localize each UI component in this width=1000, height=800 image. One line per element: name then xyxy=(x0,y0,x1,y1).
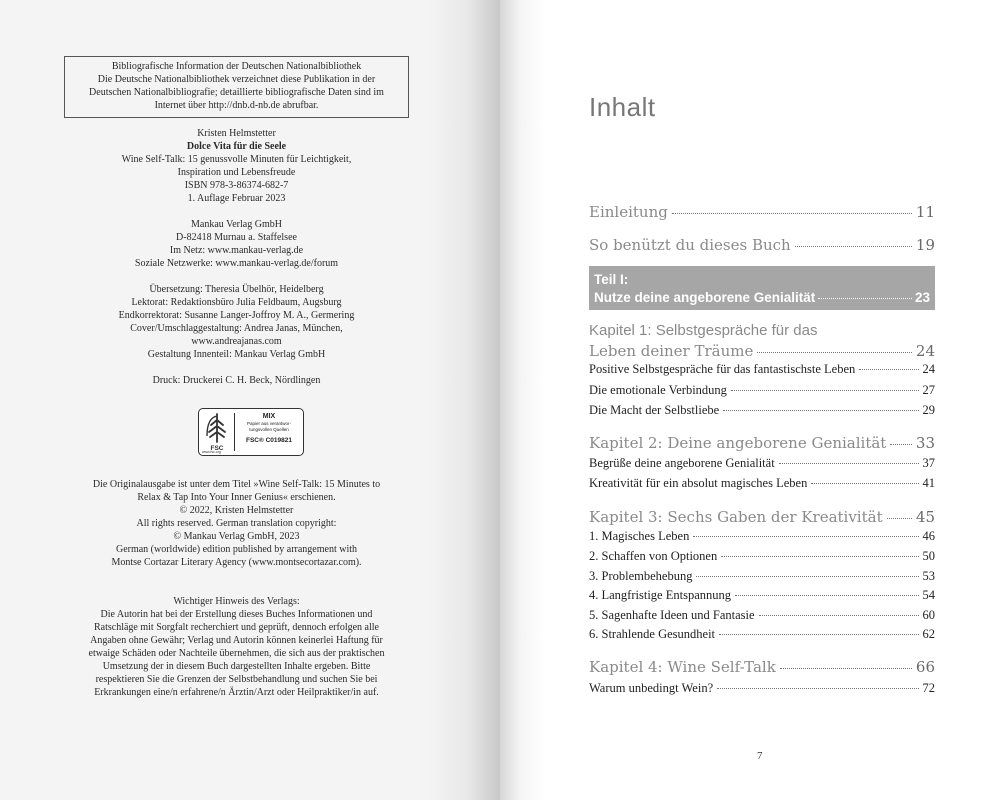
dot-leader xyxy=(735,595,919,596)
toc-chapter-1-title-line1[interactable]: Kapitel 1: Selbstgespräche für das xyxy=(589,322,818,339)
dot-leader xyxy=(693,536,918,537)
toc-page-number: 60 xyxy=(922,608,935,622)
credit-line: Gestaltung Innenteil: Mankau Verlag GmbH xyxy=(147,349,326,360)
printer-line: Druck: Druckerei C. H. Beck, Nördlingen xyxy=(152,375,321,386)
toc-page-number: 23 xyxy=(914,290,930,305)
toc-page-number: 29 xyxy=(922,403,935,417)
toc-subentry[interactable] xyxy=(589,362,935,377)
part-title-row xyxy=(594,290,930,305)
original-edition-block xyxy=(64,478,409,569)
page-number: 7 xyxy=(757,750,763,762)
toc-page-number: 66 xyxy=(915,658,935,676)
toc-page-number: 33 xyxy=(915,434,935,452)
bibliographic-line: Die Deutsche Nationalbibliothek verzeichnet diese Publikation in der xyxy=(97,74,376,85)
fsc-line: Papier aus verantwor- xyxy=(246,421,292,426)
dot-leader xyxy=(795,246,912,247)
toc-chapter-4[interactable] xyxy=(589,658,935,676)
toc-chapter-3[interactable] xyxy=(589,508,935,526)
author-block xyxy=(64,127,409,205)
part-title: Nutze deine angeborene Genialität xyxy=(594,290,816,305)
dot-leader xyxy=(757,352,912,353)
bibliographic-info-box xyxy=(64,56,409,118)
toc-subentry[interactable] xyxy=(589,549,935,564)
toc-page-number: 53 xyxy=(922,569,935,583)
credit-line: Lektorat: Redaktionsbüro Julia Feldbaum, Augsburg xyxy=(131,297,342,308)
bibliographic-line: Bibliografische Information der Deutschen Nationalbibliothek xyxy=(111,61,362,72)
original-edition-line: German (worldwide) edition published by arrangement with xyxy=(115,544,358,555)
toc-entry-introduction[interactable] xyxy=(589,203,935,221)
toc-page-number: 19 xyxy=(915,236,935,254)
gutter-shadow-right xyxy=(500,0,546,800)
original-edition-line: © Mankau Verlag GmbH, 2023 xyxy=(173,531,300,542)
fsc-brand-text: FSC xyxy=(210,445,224,452)
toc-entry-label: Die emotionale Verbindung xyxy=(589,383,727,397)
publisher-notice xyxy=(64,595,409,699)
notice-line: respektieren Sie die Grenzen der Selbstbehandlung und suchen Sie bei xyxy=(95,674,378,685)
toc-subentry[interactable] xyxy=(589,529,935,544)
toc-part-1-heading[interactable] xyxy=(589,266,935,310)
fsc-divider xyxy=(234,413,235,451)
credit-line: www.andreajanas.com xyxy=(191,336,282,347)
dot-leader xyxy=(719,634,918,635)
notice-line: Angaben ohne Gewähr; Verlag und Autorin können keinerlei Haftung für xyxy=(90,635,383,646)
notice-line: Die Autorin hat bei der Erstellung dieses Buches Informationen und xyxy=(100,609,373,620)
gutter-shadow-left xyxy=(428,0,500,800)
publisher-block xyxy=(64,218,409,270)
toc-entry-label: 6. Strahlende Gesundheit xyxy=(589,627,716,641)
notice-line: Umsetzung der in diesem Buch dargestellten Inhalte ergeben. Bitte xyxy=(102,661,371,672)
publisher-line: Mankau Verlag GmbH xyxy=(191,219,282,230)
toc-subentry[interactable] xyxy=(589,476,935,491)
fsc-code: FSC® C019821 xyxy=(246,437,292,444)
dot-leader xyxy=(859,369,918,370)
toc-subentry[interactable] xyxy=(589,456,935,471)
dot-leader xyxy=(779,463,919,464)
toc-subentry[interactable] xyxy=(589,681,935,696)
toc-entry-label: 2. Schaffen von Optionen xyxy=(589,549,718,563)
fsc-website: www.fsc.org xyxy=(202,450,221,454)
toc-entry-label: Warum unbedingt Wein? xyxy=(589,681,714,695)
credit-line: Übersetzung: Theresia Übelhör, Heidelberg xyxy=(149,284,324,295)
toc-subentry[interactable] xyxy=(589,569,935,584)
toc-subentry[interactable] xyxy=(589,403,935,418)
edition: 1. Auflage Februar 2023 xyxy=(187,193,286,204)
original-edition-line: All rights reserved. German translation copyright: xyxy=(136,518,337,529)
toc-subentry[interactable] xyxy=(589,608,935,623)
toc-page-number: 41 xyxy=(922,476,935,490)
dot-leader xyxy=(811,483,918,484)
toc-subentry[interactable] xyxy=(589,588,935,603)
toc-entry-label: Kapitel 2: Deine angeborene Genialität xyxy=(589,434,887,452)
dot-leader xyxy=(723,410,918,411)
toc-title: Inhalt xyxy=(589,92,656,122)
toc-page-number: 50 xyxy=(922,549,935,563)
print-block xyxy=(64,374,409,387)
notice-line: Ratschläge mit Sorgfalt recherchiert und geprüft, dennoch erfolgen alle xyxy=(94,622,379,633)
dot-leader xyxy=(818,298,912,299)
dot-leader xyxy=(696,576,918,577)
toc-entry-label: Leben deiner Träume xyxy=(589,342,754,360)
toc-entry-label: 4. Langfristige Entspannung xyxy=(589,588,731,602)
dot-leader xyxy=(717,688,918,689)
fsc-logo xyxy=(198,408,304,456)
credits-block xyxy=(64,283,409,361)
toc-page-number: 27 xyxy=(922,383,935,397)
toc-page-number: 24 xyxy=(922,362,935,376)
toc-entry-label: Begrüße deine angeborene Genialität xyxy=(589,456,775,470)
toc-subentry[interactable] xyxy=(589,383,935,398)
toc-chapter-2[interactable] xyxy=(589,434,935,452)
toc-entry-how-to-use[interactable] xyxy=(589,236,935,254)
credit-line: Endkorrektorat: Susanne Langer-Joffroy M. A., Germering xyxy=(118,310,355,321)
dot-leader xyxy=(731,390,919,391)
notice-line: etwaige Schäden oder Nachteile übernehmen, die sich aus der praktischen xyxy=(88,648,385,659)
toc-entry-label: Positive Selbstgespräche für das fantastischste Leben xyxy=(589,362,856,376)
part-label: Teil I: xyxy=(594,272,629,287)
credit-line: Cover/Umschlaggestaltung: Andrea Janas, München, xyxy=(130,323,343,334)
dot-leader xyxy=(721,556,918,557)
book-title: Dolce Vita für die Seele xyxy=(186,141,287,152)
notice-heading: Wichtiger Hinweis des Verlags: xyxy=(173,596,300,607)
author-name: Kristen Helmstetter xyxy=(197,128,276,139)
toc-entry-label: 5. Sagenhafte Ideen und Fantasie xyxy=(589,608,755,622)
dot-leader xyxy=(890,444,912,445)
toc-entry-label: Kreativität für ein absolut magisches Leben xyxy=(589,476,808,490)
book-info-line: Inspiration und Lebensfreude xyxy=(177,167,296,178)
toc-page-number: 11 xyxy=(915,203,935,221)
toc-page-number: 24 xyxy=(915,342,935,360)
right-page xyxy=(500,0,1000,800)
dot-leader xyxy=(672,213,912,214)
original-edition-line: Die Originalausgabe ist unter dem Titel »Wine Self-Talk: 15 Minutes to xyxy=(92,479,381,490)
notice-line: Erkrankungen eine/n erfahrene/n Ärztin/Arzt oder Heilpraktiker/in auf. xyxy=(94,687,379,698)
dot-leader xyxy=(887,518,912,519)
toc-entry-label: Einleitung xyxy=(589,203,668,221)
toc-subentry[interactable] xyxy=(589,627,935,642)
original-edition-line: © 2022, Kristen Helmstetter xyxy=(179,505,294,516)
book-info-line: Wine Self-Talk: 15 genussvolle Minuten für Leichtigkeit, xyxy=(121,154,352,165)
fsc-label xyxy=(237,412,301,446)
toc-page-number: 72 xyxy=(922,681,935,695)
toc-page-number: 54 xyxy=(922,588,935,602)
toc-entry-label: 1. Magisches Leben xyxy=(589,529,690,543)
toc-page-number: 37 xyxy=(922,456,935,470)
fsc-mix: MIX xyxy=(262,413,276,420)
toc-entry-label: Kapitel 3: Sechs Gaben der Kreativität xyxy=(589,508,883,526)
fsc-line: tungsvollen Quellen xyxy=(249,427,289,432)
original-edition-line: Montse Cortazar Literary Agency (www.montsecortazar.com). xyxy=(111,557,362,568)
toc-entry-label: Kapitel 4: Wine Self-Talk xyxy=(589,658,776,676)
toc-page-number: 45 xyxy=(915,508,935,526)
original-edition-line: Relax & Tap Into Your Inner Genius« erschienen. xyxy=(137,492,336,503)
toc-entry-label: Die Macht der Selbstliebe xyxy=(589,403,720,417)
toc-page-number: 46 xyxy=(922,529,935,543)
publisher-line: Soziale Netzwerke: www.mankau-verlag.de/forum xyxy=(134,258,339,269)
bibliographic-line: Deutschen Nationalbibliografie; detaillierte bibliografische Daten sind im xyxy=(89,87,384,98)
toc-page-number: 62 xyxy=(922,627,935,641)
dot-leader xyxy=(759,615,919,616)
fsc-tree-icon xyxy=(203,412,231,452)
isbn: ISBN 978-3-86374-682-7 xyxy=(184,180,289,191)
toc-chapter-1[interactable] xyxy=(589,342,935,360)
publisher-line: Im Netz: www.mankau-verlag.de xyxy=(169,245,304,256)
toc-entry-label: 3. Problembehebung xyxy=(589,569,693,583)
publisher-line: D-82418 Murnau a. Staffelsee xyxy=(176,232,297,243)
toc-entry-label: So benützt du dieses Buch xyxy=(589,236,791,254)
bibliographic-line: Internet über http://dnb.d-nb.de abrufbar. xyxy=(154,100,319,111)
dot-leader xyxy=(780,668,912,669)
